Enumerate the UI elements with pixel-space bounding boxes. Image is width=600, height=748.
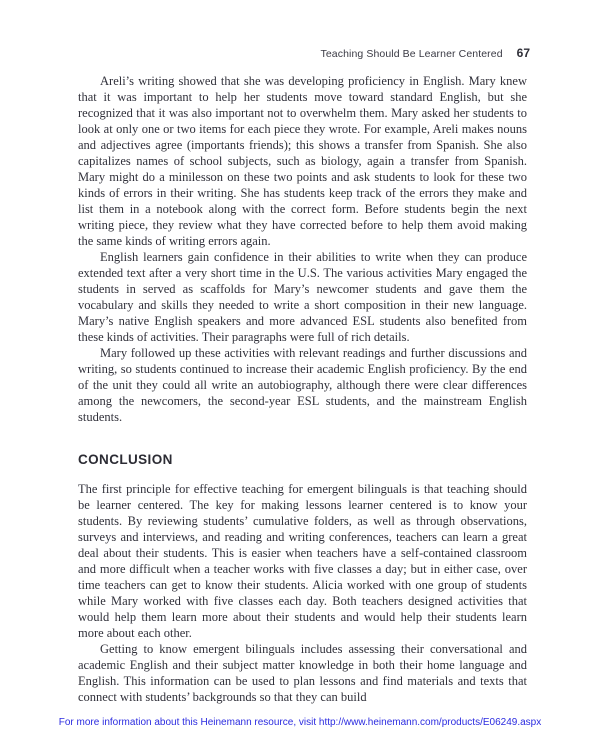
resource-footer [0,712,600,730]
paragraph-areli-writing: Areli’s writing showed that she was developing proficiency in English. Mary knew that it was important to help her students move toward standard English, but she recognized that it was also important not to overwhelm them. Mary asked her students to look at only one or two items for each piece they wrote. For example, Areli makes nouns and adjectives agree (importants friends); this shows a transfer from Spanish. She also capitalizes names of school subjects, such as biology, again a transfer from Spanish. Mary might do a minilesson on these two points and ask students to look for these two kinds of errors in their writing. She has students keep track of the errors they make and list them in a notebook along with the correct form. Before students begin the next writing piece, they review what they have corrected before to help them avoid making the same kinds of writing errors again. [78,74,527,248]
running-header [321,44,530,62]
page-number: 67 [516,46,530,60]
paragraph-getting-to-know: Getting to know emergent bilinguals includes assessing their conversational and academic English and their subject matter knowledge in both their home language and English. This information can be used to plan lessons and find materials and texts that connect with students’ backgrounds so that they can build [78,642,527,704]
page-content [78,73,527,705]
paragraph-first-principle: The first principle for effective teaching for emergent bilinguals is that teaching should be learner centered. The key for making lessons learner centered is to know your students. By reviewing students’ cumulative folders, as well as through observations, surveys and interviews, and reading and writing conferences, teachers can learn a great deal about their students. This is easier when teachers have a self-contained classroom and more difficult when a teacher works with five classes a day; but in either case, over time teachers can get to know their students. Alicia worked with one group of students while Mary worked with five classes each day. Both teachers designed activities that would help them learn more about their students and would help their students learn more about each other. [78,482,527,640]
heinemann-resource-link[interactable]: For more information about this Heinemann resource, visit http://www.heinemann.com/products/E06249.aspx [58,717,542,728]
running-title: Teaching Should Be Learner Centered [320,48,503,60]
paragraph-english-learners-confidence: English learners gain confidence in their abilities to write when they can produce extended text after a very short time in the U.S. The various activities Mary engaged the students in served as scaffolds for Mary’s newcomer students and gave them the vocabulary and skills they needed to write a short composition in their new language. Mary’s native English speakers and more advanced ESL students also benefited from these kinds of activities. Their paragraphs were full of rich details. [78,250,527,344]
paragraph-mary-followed-up: Mary followed up these activities with relevant readings and further discussions and writing, so students continued to increase their academic English proficiency. By the end of the unit they could all write an autobiography, although there were clear differences among the newcomers, the second-year ESL students, and the mainstream English students. [78,346,527,424]
conclusion-heading: CONCLUSION [78,452,173,467]
